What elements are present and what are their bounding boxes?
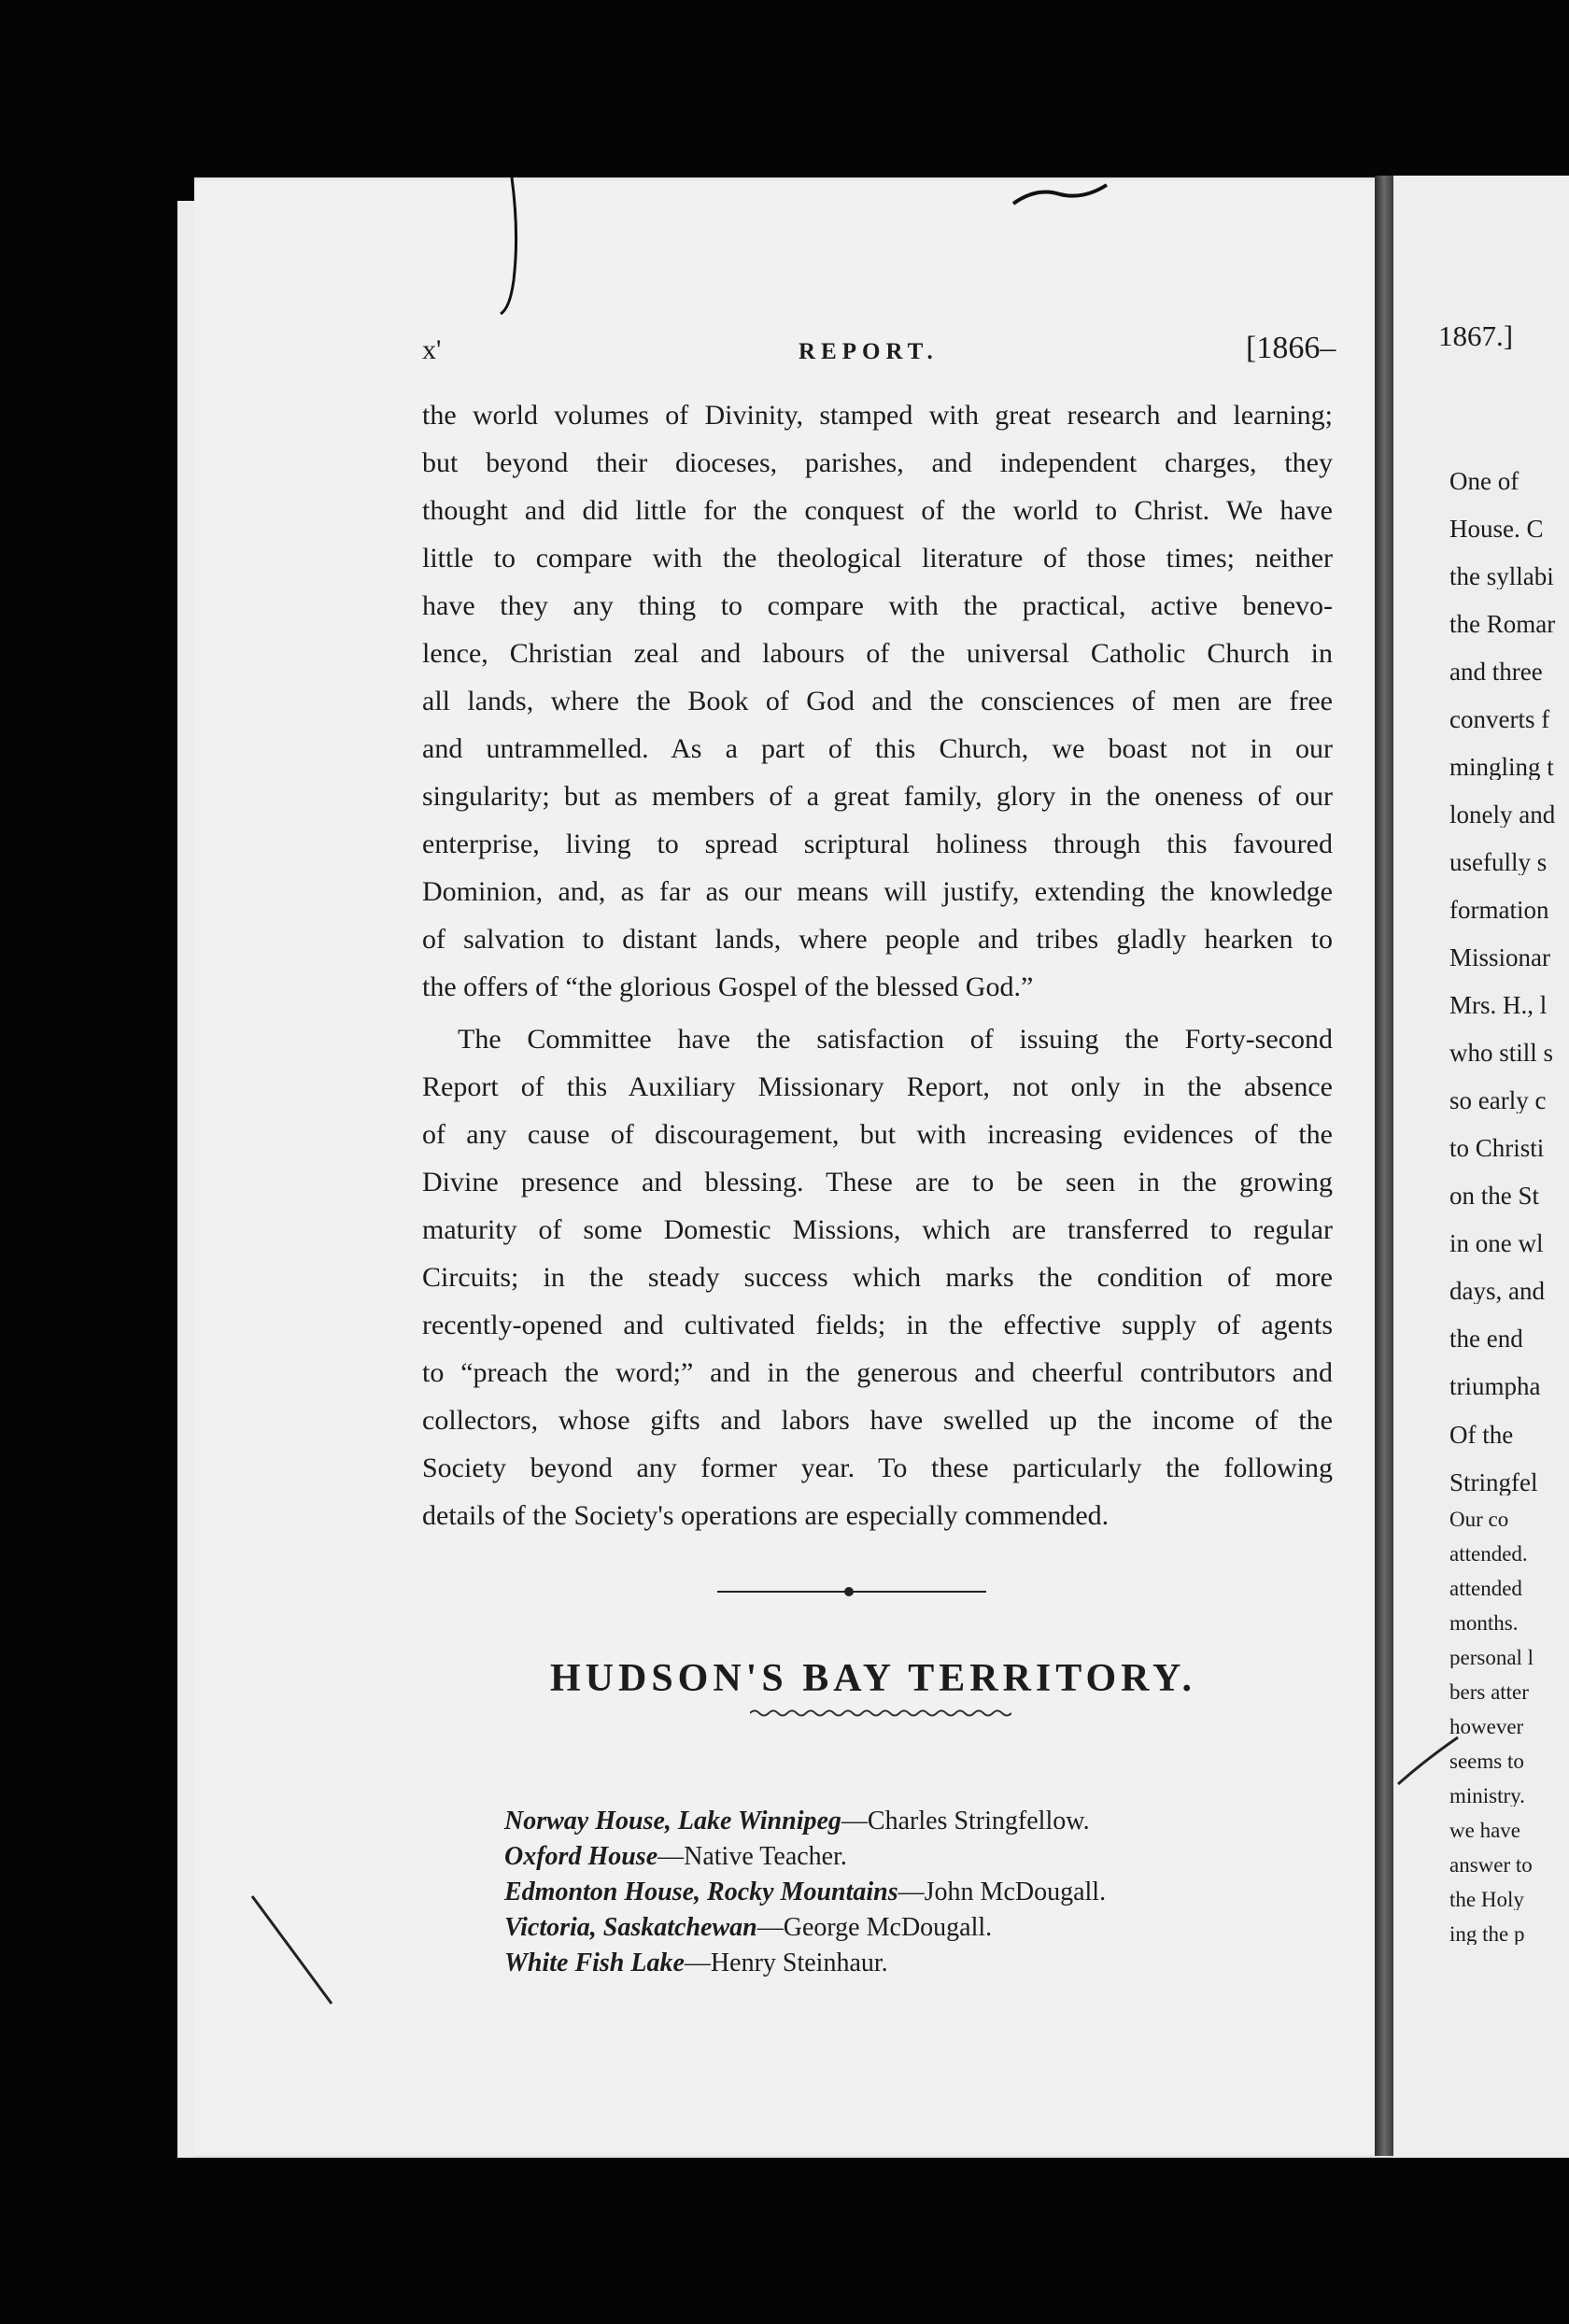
right-page-line: the syllabi <box>1449 564 1554 589</box>
ink-squiggle-mark <box>1009 177 1111 215</box>
right-page-line: mingling t <box>1449 755 1554 780</box>
right-header-year: 1867.] <box>1438 319 1514 352</box>
paragraph-2-line: The Committee have the satisfaction of issuing the Forty-second <box>458 1024 1333 1055</box>
station-place: White Fish Lake <box>504 1948 685 1977</box>
right-page-small-line: Our co <box>1449 1509 1509 1530</box>
paragraph-1-line: but beyond their dioceses, parishes, and independent charges, they <box>422 447 1333 478</box>
paragraph-1-line: have they any thing to compare with the practical, active benevo- <box>422 590 1333 621</box>
page-number: x' <box>422 334 442 365</box>
paragraph-1-line: singularity; but as members of a great family, glory in the oneness of our <box>422 781 1333 812</box>
right-page-line: lonely and <box>1449 802 1556 828</box>
station-missionary: Charles Stringfellow. <box>867 1807 1090 1835</box>
right-page-line: usefully s <box>1449 850 1548 875</box>
right-page-line: formation <box>1449 898 1549 923</box>
right-page-line: One of <box>1449 469 1520 494</box>
paragraph-2-line: recently-opened and cultivated fields; in the effective supply of agents <box>422 1310 1333 1340</box>
paragraph-1-line: the offers of “the glorious Gospel of the blessed God.” <box>422 971 1034 1002</box>
paragraph-1-line: of salvation to distant lands, where people and tribes gladly hearken to <box>422 924 1333 955</box>
right-page-small-line: ing the p <box>1449 1923 1525 1945</box>
paragraph-1-line: lence, Christian zeal and labours of the universal Catholic Church in <box>422 638 1333 669</box>
paragraph-1-line: enterprise, living to spread scriptural holiness through this favoured <box>422 829 1333 859</box>
paragraph-1-line: all lands, where the Book of God and the consciences of men are free <box>422 686 1333 716</box>
paragraph-1-line: and untrammelled. As a part of this Church, we boast not in our <box>422 733 1333 764</box>
right-page-small-line: seems to <box>1449 1750 1524 1772</box>
right-page-line: and three <box>1449 659 1543 685</box>
right-page-line: days, and <box>1449 1279 1545 1304</box>
station-entry: Victoria, Saskatchewan—George McDougall. <box>504 1913 993 1942</box>
right-page-small-line: we have <box>1449 1820 1520 1841</box>
paragraph-1-line: little to compare with the theological literature of those times; neither <box>422 543 1333 574</box>
right-page-line: Of the <box>1449 1423 1514 1448</box>
right-page-line: Mrs. H., l <box>1449 993 1548 1018</box>
right-page-line: House. C <box>1449 517 1544 542</box>
right-page-line: triumpha <box>1449 1374 1541 1399</box>
paragraph-1-line: thought and did little for the conquest of the world to Christ. We have <box>422 495 1333 526</box>
station-entry: Oxford House—Native Teacher. <box>504 1842 847 1871</box>
station-missionary: Henry Steinhaur. <box>710 1948 888 1977</box>
station-missionary: John McDougall. <box>924 1878 1107 1906</box>
right-page-line: on the St <box>1449 1183 1540 1209</box>
right-page-line: who still s <box>1449 1041 1554 1066</box>
paragraph-2-line: details of the Society's operations are especially commended. <box>422 1500 1110 1531</box>
right-page-small-line: ministry. <box>1449 1785 1525 1807</box>
right-page-small-line: attended. <box>1449 1543 1528 1565</box>
right-page-line: the Romar <box>1449 612 1556 637</box>
ink-stroke-mark <box>495 177 532 318</box>
station-entry: Norway House, Lake Winnipeg—Charles Stringfellow. <box>504 1807 1090 1835</box>
right-page-small-line: attended <box>1449 1578 1522 1599</box>
right-page-line: to Christi <box>1449 1136 1545 1161</box>
paragraph-2-line: Society beyond any former year. To these particularly the following <box>422 1452 1333 1483</box>
paragraph-1-line: the world volumes of Divinity, stamped with great research and learning; <box>422 400 1333 431</box>
book-spine <box>1375 176 1393 2156</box>
station-place: Edmonton House, Rocky Mountains <box>504 1878 898 1906</box>
right-page-line: Stringfel <box>1449 1470 1538 1495</box>
station-place: Norway House, Lake Winnipeg <box>504 1807 841 1835</box>
rule-ornament-dot <box>844 1587 854 1596</box>
station-missionary: Native Teacher. <box>684 1842 847 1871</box>
paragraph-2-line: Divine presence and blessing. These are to be seen in the growing <box>422 1167 1333 1197</box>
right-page-line: so early c <box>1449 1088 1547 1113</box>
right-page-line: in one wl <box>1449 1231 1544 1256</box>
station-missionary: George McDougall. <box>783 1913 993 1942</box>
paragraph-2-line: Report of this Auxiliary Missionary Report, not only in the absence <box>422 1071 1333 1102</box>
paragraph-2-line: of any cause of discouragement, but with increasing evidences of the <box>422 1119 1333 1150</box>
right-page-small-line: bers atter <box>1449 1681 1529 1703</box>
right-page-small-line: the Holy <box>1449 1889 1524 1910</box>
header-year: [1866– <box>1246 331 1336 365</box>
right-page-line: converts f <box>1449 707 1550 732</box>
right-page-small-line: personal l <box>1449 1647 1534 1668</box>
section-heading: HUDSON'S BAY TERRITORY. <box>549 1657 1196 1700</box>
paragraph-2-line: to “preach the word;” and in the generous and cheerful contributors and <box>422 1357 1333 1388</box>
right-page-small-line: answer to <box>1449 1854 1533 1876</box>
right-page-small-line: however <box>1449 1716 1524 1737</box>
wavy-rule <box>750 1706 1011 1721</box>
station-place: Victoria, Saskatchewan <box>504 1913 757 1942</box>
right-page-small-line: months. <box>1449 1612 1519 1634</box>
paragraph-2-line: maturity of some Domestic Missions, which are transferred to regular <box>422 1214 1333 1245</box>
paragraph-2-line: collectors, whose gifts and labors have swelled up the income of the <box>422 1405 1333 1436</box>
right-page-line: Missionar <box>1449 945 1550 971</box>
pen-stroke-mark <box>247 1892 341 2013</box>
paragraph-2-line: Circuits; in the steady success which marks the condition of more <box>422 1262 1333 1293</box>
station-entry: Edmonton House, Rocky Mountains—John McDougall. <box>504 1878 1107 1906</box>
paragraph-1-line: Dominion, and, as far as our means will justify, extending the knowledge <box>422 876 1333 907</box>
running-title: REPORT. <box>799 339 939 364</box>
station-place: Oxford House <box>504 1842 658 1871</box>
right-page-line: the end <box>1449 1326 1523 1352</box>
station-entry: White Fish Lake—Henry Steinhaur. <box>504 1948 888 1977</box>
